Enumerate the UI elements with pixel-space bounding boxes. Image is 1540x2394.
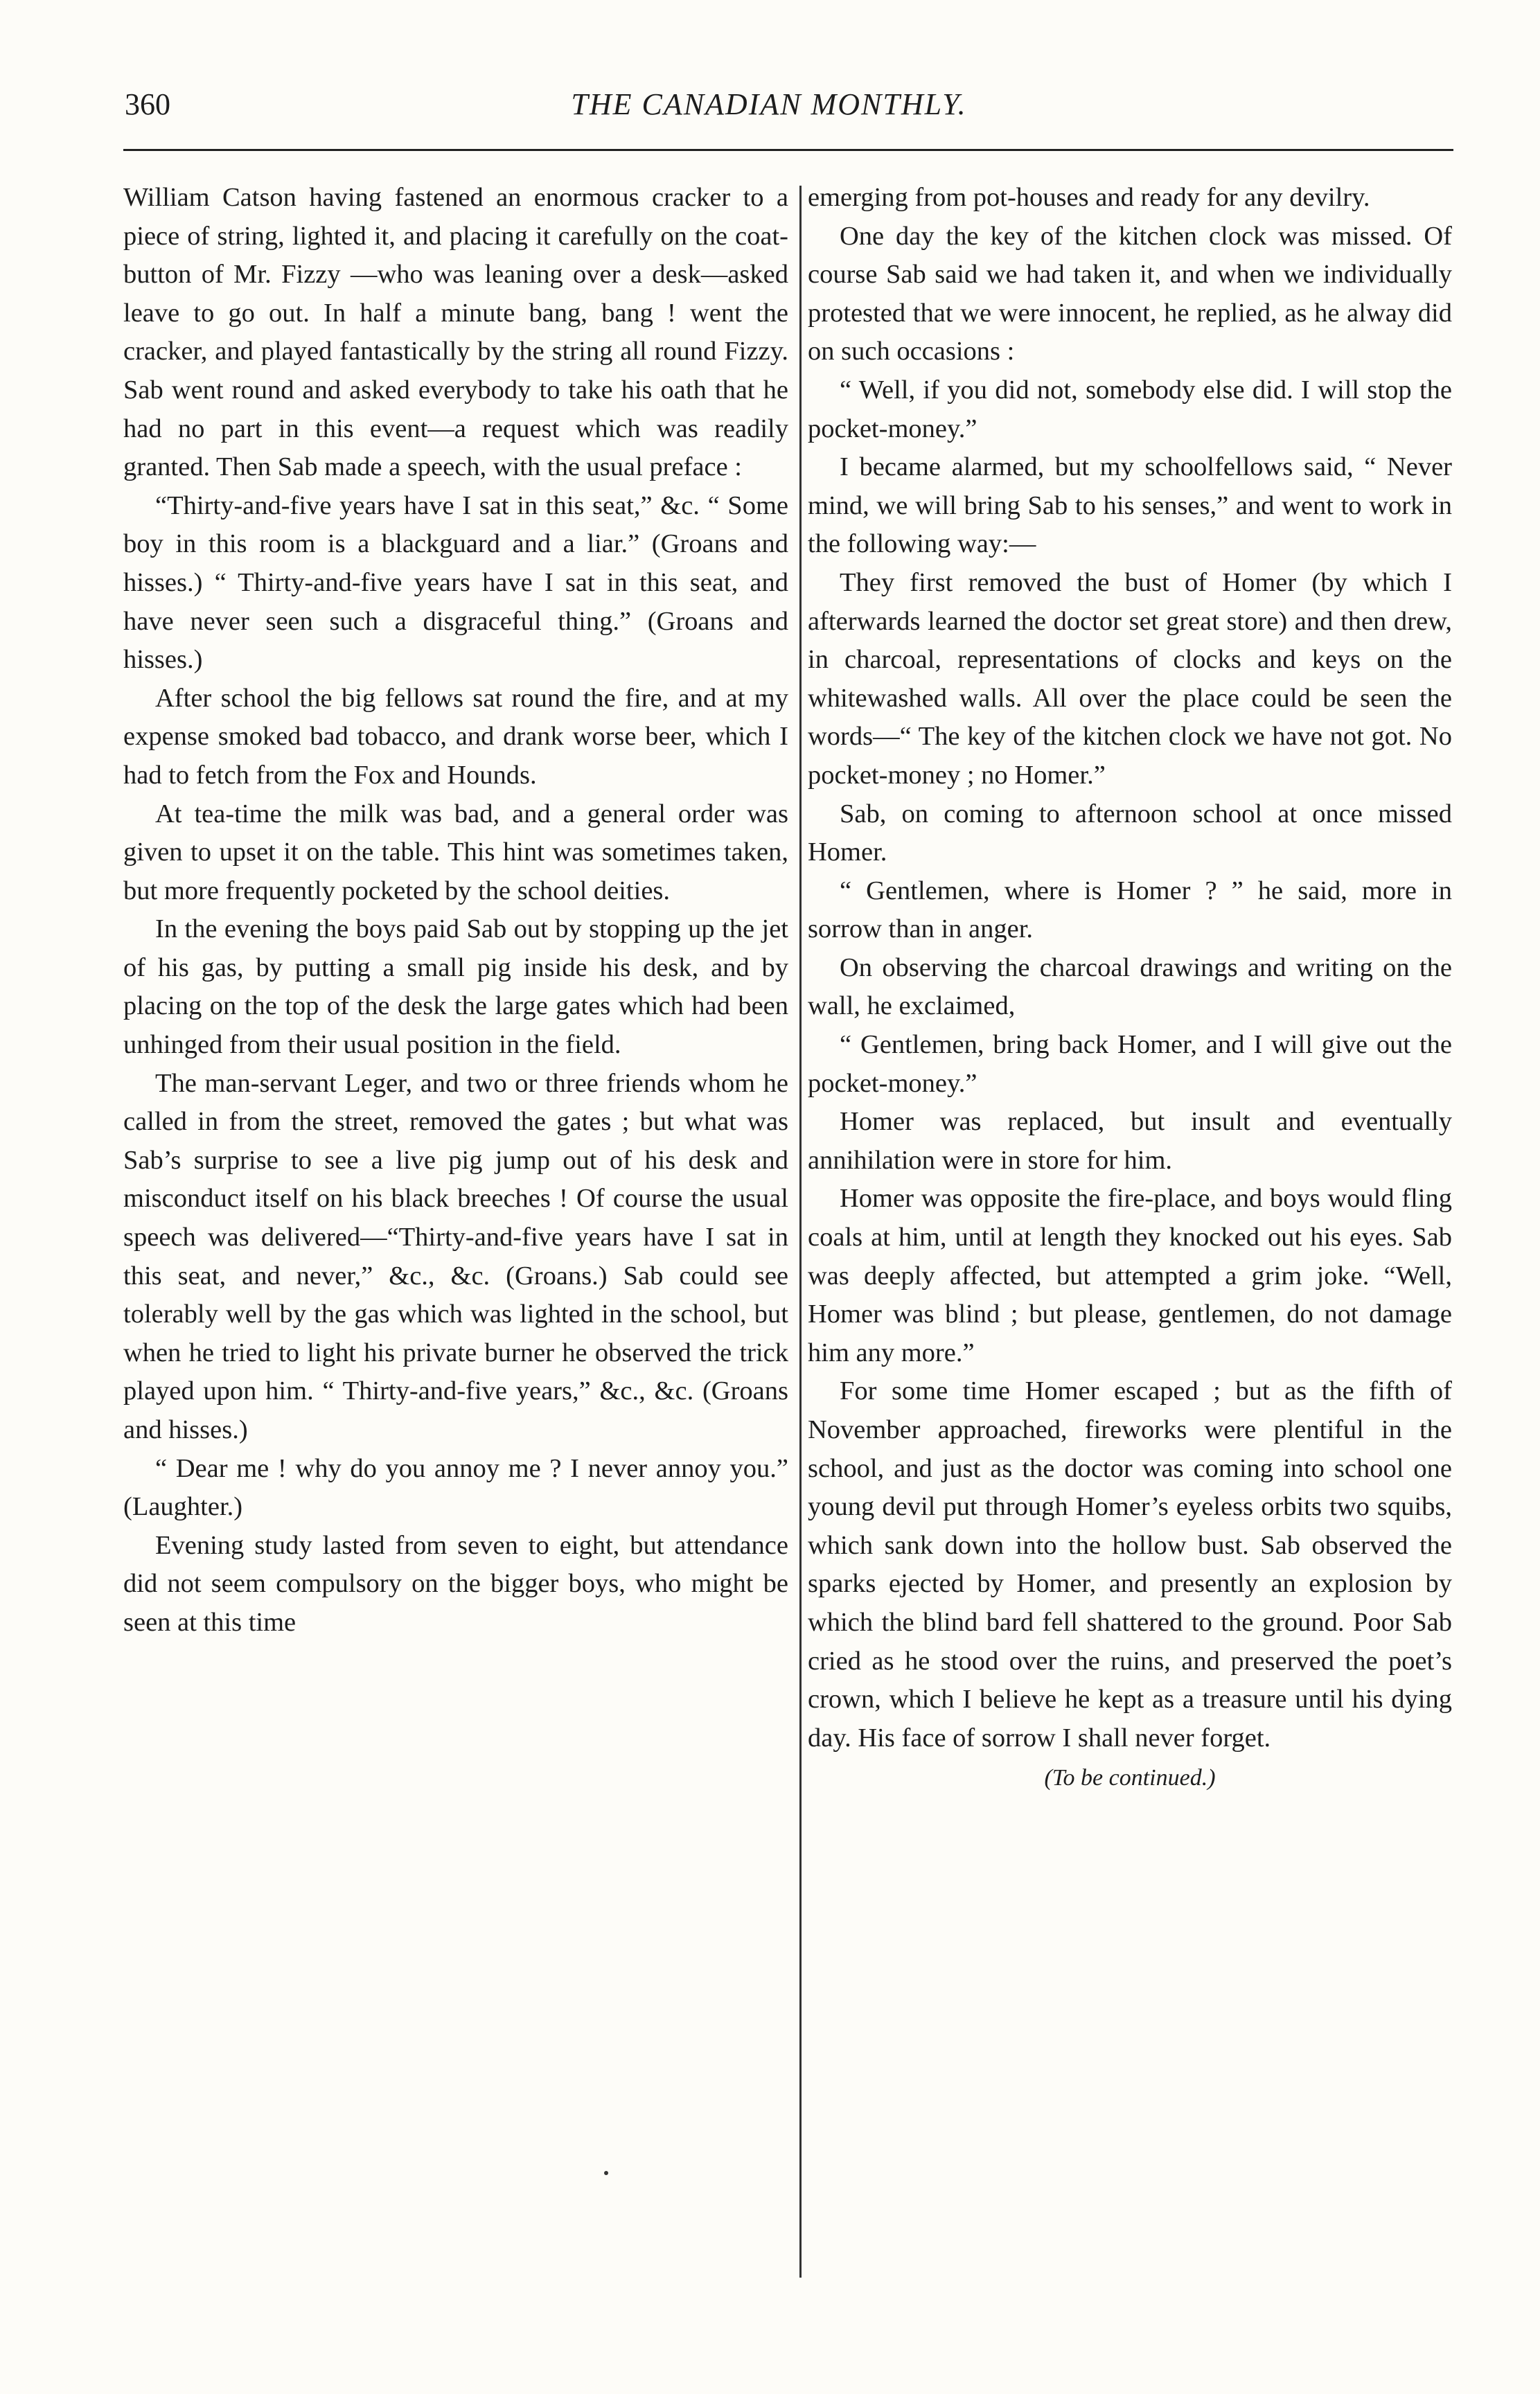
- paragraph: “ Gentlemen, bring back Homer, and I will give out the pocket-money.”: [808, 1030, 1452, 1098]
- paragraph: Sab, on coming to afternoon school at once missed Homer.: [808, 799, 1452, 867]
- right-column: [808, 179, 1452, 1798]
- paragraph: After school the big fellows sat round the fire, and at my expense smoked bad tobacco, and drank worse beer, which I had to fetch from the Fox and Hounds.: [123, 683, 788, 790]
- paragraph: One day the key of the kitchen clock was missed. Of course Sab said we had taken it, and when we individually protested that we were innocent, he replied, as he alway did on such occasions :: [808, 221, 1452, 366]
- paragraph: Evening study lasted from seven to eight, but attendance did not seem compulsory on the bigger boys, who might be seen at this time: [123, 1530, 788, 1637]
- print-speck: [604, 2171, 608, 2175]
- paragraph: “ Gentlemen, where is Homer ? ” he said, more in sorrow than in anger.: [808, 876, 1452, 944]
- left-column: [123, 179, 788, 1642]
- paragraph: They first removed the bust of Homer (by which I afterwards learned the doctor set great store) and then drew, in charcoal, representations of clocks and keys on the whitewashed walls. All over the place could be seen the words—“ The key of the kitchen clock we have not got. No pocket-money ; no Homer.”: [808, 567, 1452, 790]
- paragraph: I became alarmed, but my schoolfellows said, “ Never mind, we will bring Sab to his senses,” and went to work in the following way:—: [808, 452, 1452, 559]
- page-number: 360: [125, 87, 170, 121]
- paragraph: “Thirty-and-five years have I sat in this seat,” &c. “ Some boy in this room is a blackguard and a liar.” (Groans and hisses.) “ Thirty-and-five years have I sat in this seat, and have never seen such a disgraceful thing.” (Groans and hisses.): [123, 490, 788, 675]
- running-title: THE CANADIAN MONTHLY.: [571, 87, 967, 121]
- header-rule: [123, 149, 1453, 151]
- paragraph: emerging from pot-houses and ready for any devilry.: [808, 183, 1370, 212]
- paragraph: “ Well, if you did not, somebody else did. I will stop the pocket-money.”: [808, 375, 1452, 443]
- paragraph: “ Dear me ! why do you annoy me ? I never annoy you.” (Laughter.): [123, 1453, 788, 1522]
- to-be-continued-note: (To be continued.): [1044, 1765, 1216, 1791]
- paragraph: In the evening the boys paid Sab out by stopping up the jet of his gas, by putting a small pig inside his desk, and by placing on the top of the desk the large gates which had been unhinged from their usual position in the field.: [123, 914, 788, 1060]
- paragraph: Homer was replaced, but insult and eventually annihilation were in store for him.: [808, 1107, 1452, 1175]
- paragraph: Homer was opposite the fire-place, and boys would fling coals at him, until at length they knocked out his eyes. Sab was deeply affected, but attempted a grim joke. “Well, Homer was blind ; but please, gentlemen, do not damage him any more.”: [808, 1184, 1452, 1367]
- page-header: [83, 80, 1455, 129]
- column-divider: [799, 186, 802, 2278]
- paragraph: On observing the charcoal drawings and writing on the wall, he exclaimed,: [808, 952, 1452, 1021]
- paragraph: William Catson having fastened an enormous cracker to a piece of string, lighted it, and placing it carefully on the coat-button of Mr. Fizzy —who was leaning over a desk—asked leave to go out. In half a minute bang, bang ! went the cracker, and played fantastically by the string all round Fizzy. Sab went round and asked everybody to take his oath that he had no part in this event—a request which was readily granted. Then Sab made a speech, with the usual preface :: [123, 183, 788, 482]
- paragraph: At tea-time the milk was bad, and a general order was given to upset it on the table. This hint was sometimes taken, but more frequently pocketed by the school deities.: [123, 799, 788, 905]
- paragraph: For some time Homer escaped ; but as the fifth of November approached, fireworks were plentiful in the school, and just as the doctor was coming into school one young devil put through Homer’s eyeless orbits two squibs, which sank down into the hollow bust. Sab observed the sparks ejected by Homer, and presently an explosion by which the blind bard fell shattered to the ground. Poor Sab cried as he stood over the ruins, and preserved the poet’s crown, which I believe he kept as a treasure until his dying day. His face of sorrow I shall never forget.: [808, 1376, 1452, 1753]
- paragraph: The man-servant Leger, and two or three friends whom he called in from the street, removed the gates ; but what was Sab’s surprise to see a live pig jump out of his desk and misconduct itself on his black breeches ! Of course the usual speech was delivered—“Thirty-and-five years have I sat in this seat, and never,” &c., &c. (Groans.) Sab could see tolerably well by the gas which was lighted in the school, but when he tried to light his private burner he observed the trick played upon him. “ Thirty-and-five years,” &c., &c. (Groans and hisses.): [123, 1068, 788, 1444]
